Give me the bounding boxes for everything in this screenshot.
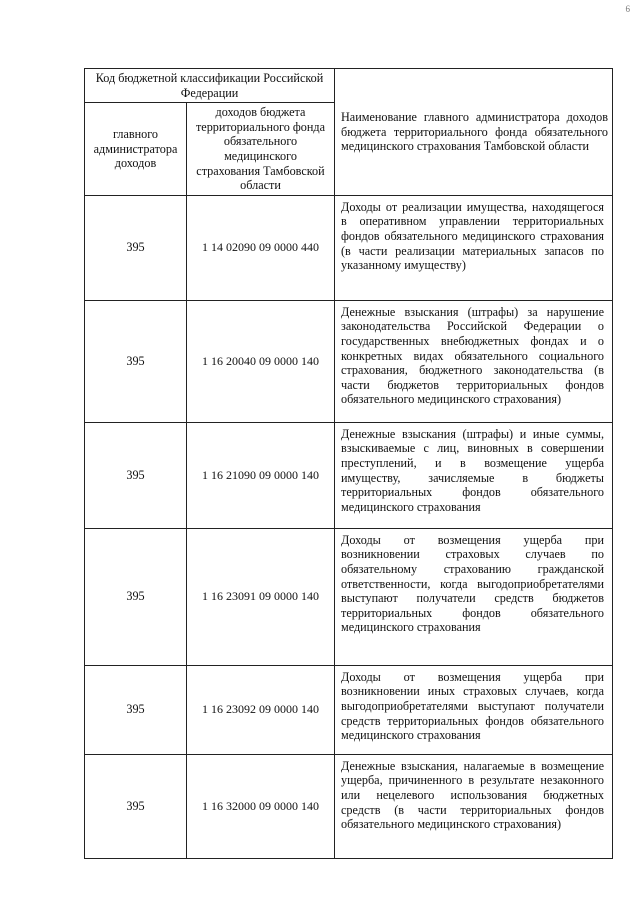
kbk-code-cell: 1 16 21090 09 0000 140 xyxy=(187,422,335,528)
revenue-name-cell: Денежные взыскания (штрафы) за нарушение законодательства Российской Федерации о государственных внебюджетных фондах и о конкретных видах обязательного социального страхования, бюджетного законодательства (в части бюджетов территориальных фондов обязательного медицинского страхования) xyxy=(335,300,613,422)
admin-code-cell: 395 xyxy=(85,528,187,665)
header-col-admin: главного администратора доходов xyxy=(85,103,187,196)
admin-code-cell: 395 xyxy=(85,665,187,754)
table-row xyxy=(85,195,613,300)
revenue-name-cell: Денежные взыскания (штрафы) и иные суммы, взыскиваемые с лиц, виновных в совершении преступлений, и в возмещение ущерба имуществу, зачисляемые в бюджеты территориальных фондов обязательного медицинского страхования xyxy=(335,422,613,528)
header-col-code: доходов бюджета территориального фонда обязательного медицинского страхования Тамбовской области xyxy=(187,103,335,196)
revenue-name-cell: Доходы от возмещения ущерба при возникновении страховых случаев по обязательному страхованию гражданской ответственности, когда выгодоприобретателями выступают получатели средств бюджетов территориальных фондов обязательного медицинского страхования xyxy=(335,528,613,665)
revenue-name-cell: Денежные взыскания, налагаемые в возмещение ущерба, причиненного в результате незаконного или нецелевого использования бюджетных средств (в части территориальных фондов обязательного медицинского страхования) xyxy=(335,754,613,858)
admin-code-cell: 395 xyxy=(85,754,187,858)
table-row xyxy=(85,300,613,422)
admin-code-cell: 395 xyxy=(85,195,187,300)
admin-code-cell: 395 xyxy=(85,422,187,528)
admin-code-cell: 395 xyxy=(85,300,187,422)
revenue-name-cell: Доходы от реализации имущества, находящегося в оперативном управлении территориальных фондов обязательного медицинского страхования (в части реализации материальных запасов по указанному имуществу) xyxy=(335,195,613,300)
kbk-code-cell: 1 16 23091 09 0000 140 xyxy=(187,528,335,665)
kbk-code-cell: 1 16 32000 09 0000 140 xyxy=(187,754,335,858)
page-number: 6 xyxy=(625,4,630,14)
table-row xyxy=(85,422,613,528)
table-row xyxy=(85,665,613,754)
revenue-name-cell: Доходы от возмещения ущерба при возникновении иных страховых случаев, когда выгодоприобретателями выступают получатели средств территориальных фондов обязательного медицинского страхования xyxy=(335,665,613,754)
kbk-code-cell: 1 14 02090 09 0000 440 xyxy=(187,195,335,300)
budget-classification-table xyxy=(84,68,613,859)
table-row xyxy=(85,528,613,665)
kbk-code-cell: 1 16 20040 09 0000 140 xyxy=(187,300,335,422)
table-row xyxy=(85,754,613,858)
header-col-name: Наименование главного администратора доходов бюджета территориального фонда обязательного медицинского страхования Тамбовской области xyxy=(335,69,613,196)
kbk-code-cell: 1 16 23092 09 0000 140 xyxy=(187,665,335,754)
header-group-title: Код бюджетной классификации Российской Федерации xyxy=(85,69,335,103)
